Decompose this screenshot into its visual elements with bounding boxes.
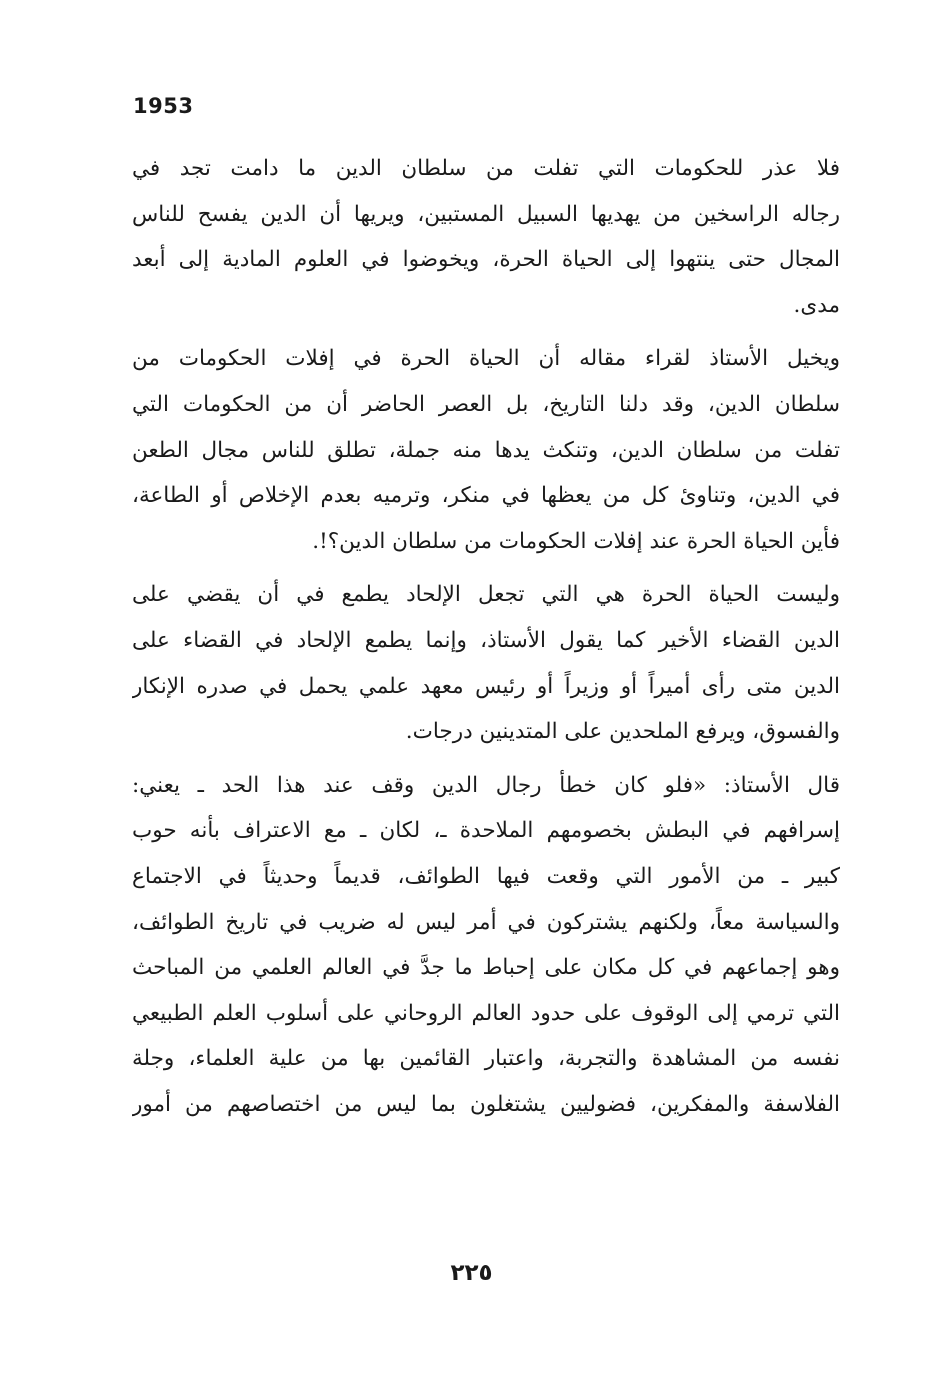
text-line: نفسه من المشاهدة والتجربة، واعتبار القائمين بها من علية العلماء، وجلة bbox=[132, 1046, 840, 1072]
text-line: الدين متى رأى أميراً أو وزيراً أو رئيس معهد علمي يحمل في صدره الإنكار bbox=[132, 673, 840, 699]
text-line: مدى. bbox=[793, 292, 840, 318]
year-header: 1953 bbox=[133, 94, 194, 118]
text-line: والسياسة معاً، ولكنهم يشتركون في أمر ليس له ضريب في تاريخ الطوائف، bbox=[132, 909, 840, 935]
text-line: كبير ـ من الأمور التي وقعت فيها الطوائف، قديماً وحديثاً في الاجتماع bbox=[132, 863, 840, 889]
text-line: في الدين، وتناوئ كل من يعظها في منكر، وترميه بعدم الإخلاص أو الطاعة، bbox=[132, 483, 840, 509]
text-line: وهو إجماعهم في كل مكان على إحباط ما جدَّ في العالم العلمي من المباحث bbox=[132, 955, 840, 981]
paragraph-3 bbox=[132, 572, 840, 754]
page-body bbox=[132, 146, 840, 1135]
text-line: والفسوق، ويرفع الملحدين على المتدينين درجات. bbox=[405, 719, 840, 745]
page-number: ٢٢٥ bbox=[450, 1260, 493, 1286]
paragraph-2 bbox=[132, 336, 840, 564]
text-line: رجاله الراسخين من يهديها السبيل المستبين، ويريها أن الدين يفسح للناس bbox=[132, 201, 840, 227]
text-line: قال الأستاذ: «فلو كان خطأ رجال الدين وقف عند هذا الحد ـ يعني: bbox=[132, 772, 840, 798]
text-line: إسرافهم في البطش بخصومهم الملاحدة ـ، لكان ـ مع الاعتراف بأنه حوب bbox=[132, 818, 840, 844]
text-line: وليست الحياة الحرة هي التي تجعل الإلحاد يطمع في أن يقضي على bbox=[132, 582, 840, 608]
text-line: سلطان الدين، وقد دلنا التاريخ، بل العصر الحاضر أن من الحكومات التي bbox=[132, 391, 840, 417]
text-line: التي ترمي إلى الوقوف على حدود العالم الروحاني على أسلوب العلم الطبيعي bbox=[132, 1000, 840, 1026]
text-line: فلا عذر للحكومات التي تفلت من سلطان الدين ما دامت تجد في bbox=[132, 156, 840, 181]
text-line: المجال حتى ينتهوا إلى الحياة الحرة، ويخوضوا في العلوم المادية إلى أبعد bbox=[132, 247, 840, 273]
paragraph-4 bbox=[132, 763, 840, 1128]
text-line: تفلت من سلطان الدين، وتنكث يدها منه جملة، تطلق للناس مجال الطعن bbox=[132, 437, 840, 463]
text-line: الدين القضاء الأخير كما يقول الأستاذ، وإنما يطمع الإلحاد في القضاء على bbox=[132, 627, 840, 653]
text-line: الفلاسفة والمفكرين، فضوليين يشتغلون بما ليس من اختصاصهم من أمور bbox=[132, 1091, 840, 1117]
text-line: فأين الحياة الحرة عند إفلات الحكومات من سلطان الدين؟!. bbox=[312, 528, 840, 554]
text-line: ويخيل الأستاذ لقراء مقاله أن الحياة الحرة في إفلات الحكومات من bbox=[132, 346, 840, 372]
paragraph-1 bbox=[132, 146, 840, 328]
